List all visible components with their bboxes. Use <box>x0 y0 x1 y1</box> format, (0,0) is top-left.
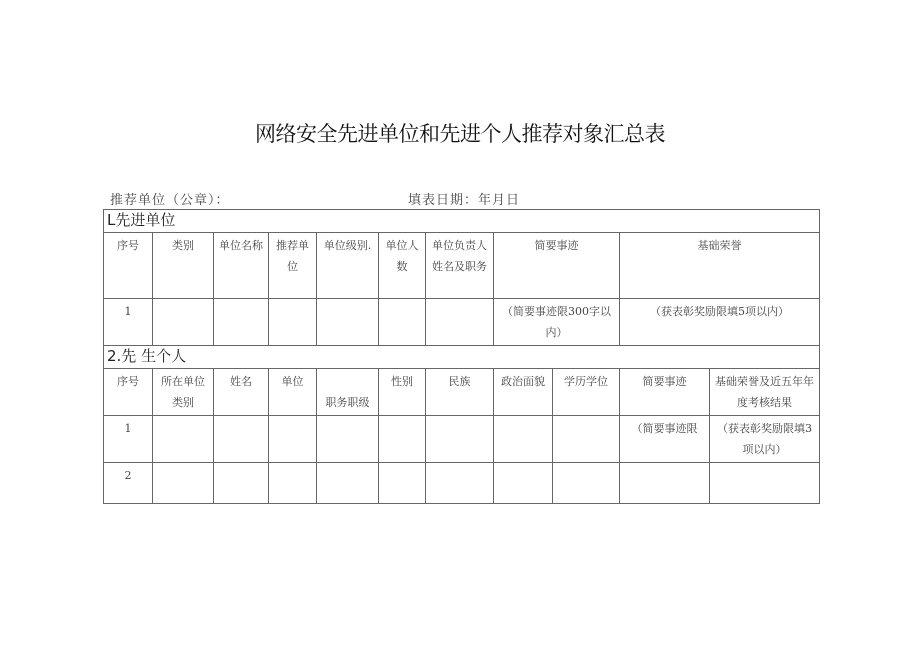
section1-title: L先进单位 <box>104 210 820 233</box>
s2-row1-position <box>317 416 379 463</box>
s2-header-gender: 性别 <box>379 369 426 416</box>
s2-row2-honors <box>710 463 820 504</box>
recommend-unit-label: 推荐单位（公章）： <box>110 193 230 208</box>
s1-row1-leader <box>426 299 494 346</box>
s1-row1-seq: 1 <box>104 299 153 346</box>
s1-header-seq: 序号 <box>104 233 153 299</box>
s1-row1-unit-count <box>379 299 426 346</box>
s2-row2-education <box>553 463 620 504</box>
s1-row1-unit-name <box>214 299 269 346</box>
s2-row2-position <box>317 463 379 504</box>
s2-row2-seq: 2 <box>104 463 153 504</box>
s1-row1-honors: （获表彰奖励限填5项以内） <box>620 299 820 346</box>
s2-row1-unit <box>269 416 317 463</box>
s2-row2-ethnicity <box>426 463 494 504</box>
s2-header-political: 政治面貌 <box>494 369 553 416</box>
fill-date-label: 填表日期：年月日 <box>408 193 521 208</box>
s1-header-deeds: 简要事迹 <box>494 233 620 299</box>
s2-row1-political <box>494 416 553 463</box>
s2-row2-deeds <box>620 463 710 504</box>
s2-header-education: 学历学位 <box>553 369 620 416</box>
s2-header-deeds: 简要事迹 <box>620 369 710 416</box>
s2-header-name: 姓名 <box>214 369 269 416</box>
s2-row2-unit-category <box>153 463 214 504</box>
s1-header-honors: 基础荣誉 <box>620 233 820 299</box>
s1-header-recommend-unit: 推荐单位 <box>269 233 317 299</box>
s2-header-honors: 基础荣誉及近五年年度考核结果 <box>710 369 820 416</box>
s2-row2-unit <box>269 463 317 504</box>
s2-row1-deeds: （简要事迹限 <box>620 416 710 463</box>
s2-row2-gender <box>379 463 426 504</box>
s2-header-position: 职务职级 <box>317 369 379 416</box>
s1-header-leader: 单位负责人姓名及职务 <box>426 233 494 299</box>
s2-header-seq: 序号 <box>104 369 153 416</box>
s1-header-unit-name: 单位名称 <box>214 233 269 299</box>
s1-row1-deeds: （简要事迹限300字以内） <box>494 299 620 346</box>
s2-row1-education <box>553 416 620 463</box>
s2-row1-name <box>214 416 269 463</box>
s2-row1-unit-category <box>153 416 214 463</box>
s2-row1-seq: 1 <box>104 416 153 463</box>
s1-row1-category <box>153 299 214 346</box>
s2-row2-political <box>494 463 553 504</box>
s2-header-unit-category: 所在单位类别 <box>153 369 214 416</box>
s2-row1-honors: （获表彰奖励限填3项以内） <box>710 416 820 463</box>
s1-header-category: 类别 <box>153 233 214 299</box>
s2-row1-ethnicity <box>426 416 494 463</box>
document-title: 网络安全先进单位和先进个人推荐对象汇总表 <box>255 122 665 146</box>
s1-header-unit-level: 单位级别. <box>317 233 379 299</box>
section2-title: 2.先 生个人 <box>104 346 820 369</box>
s1-row1-recommend-unit <box>269 299 317 346</box>
s1-row1-unit-level <box>317 299 379 346</box>
s2-row2-name <box>214 463 269 504</box>
s2-header-unit: 单位 <box>269 369 317 416</box>
summary-table <box>103 209 820 504</box>
s1-header-unit-count: 单位人数 <box>379 233 426 299</box>
s2-row1-gender <box>379 416 426 463</box>
s2-header-ethnicity: 民族 <box>426 369 494 416</box>
